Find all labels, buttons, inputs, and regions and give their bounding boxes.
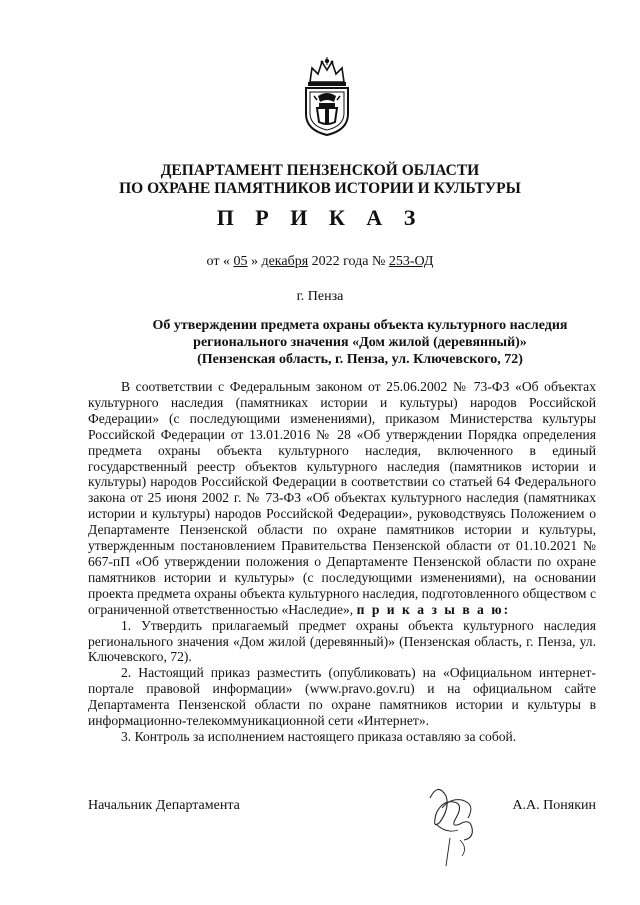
department-name-line2: ПО ОХРАНЕ ПАМЯТНИКОВ ИСТОРИИ И КУЛЬТУРЫ xyxy=(119,180,521,197)
item-2: 2. Настоящий приказ разместить (опубликовать) на «Официальном интернет-портале правовой информации» (www.pravo.gov.ru) и на официальном сайте Департамента Пензенской области по охране памятников истории и культуры в информационно-телекоммуникационной сети «Интернет». xyxy=(88,665,596,729)
document-type-title: П Р И К А З xyxy=(216,205,424,230)
order-year-text: 2022 года № xyxy=(311,254,386,269)
subject-line1: Об утверждении предмета охраны объекта культурного наследия xyxy=(152,318,568,333)
item-1: 1. Утвердить прилагаемый предмет охраны объекта культурного наследия регионального значения «Дом жилой (деревянный)» (Пензенская область, г. Пенза, ул. Ключевского, 72). xyxy=(88,617,596,665)
order-body xyxy=(88,379,596,745)
order-mid: » xyxy=(250,254,258,269)
signatory-position: Начальник Департамента xyxy=(88,798,240,813)
coat-of-arms-icon xyxy=(300,56,354,136)
order-number: 253-ОД xyxy=(388,254,434,269)
subject-line3: (Пензенская область, г. Пенза, ул. Ключевского, 72) xyxy=(197,352,523,367)
preamble-paragraph xyxy=(88,379,596,618)
order-month: декабря xyxy=(261,254,309,269)
item-3: 3. Контроль за исполнением настоящего приказа оставляю за собой. xyxy=(121,728,517,744)
department-name-line1: ДЕПАРТАМЕНТ ПЕНЗЕНСКОЙ ОБЛАСТИ xyxy=(160,162,480,179)
subject-line2: регионального значения «Дом жилой (деревянный)» xyxy=(193,335,527,350)
decree-word: п р и к а з ы в а ю: xyxy=(356,601,511,617)
order-date-number xyxy=(0,254,640,270)
order-from-prefix: от « xyxy=(206,254,230,269)
order-day: 05 xyxy=(233,254,248,269)
preamble-text: В соответствии с Федеральным законом от 25.06.2002 № 73-ФЗ «Об объектах культурного наследия (памятниках истории и культуры) народов Российской Федерации» (с последующими изменениями), приказом Министерства культуры Российской Федерации от 13.01.2016 № 28 «Об утверждении Порядка определения предмета охраны объекта культурного наследия, включенного в единый государственный реестр объектов культурного наследия (памятников истории и культуры) народов Российской Федерации в соответствии со статьей 64 Федерального закона от 25 июня 2002 г. № 73-ФЗ «Об объектах культурного наследия (памятниках истории и культуры) народов Российской Федерации», руководствуясь Положением о Департаменте Пензенской области по охране памятников истории и культуры, утвержденным постановлением Правительства Пензенской области от 01.10.2021 № 667-пП «Об утверждении положения о Департаменте Пензенской области по охране памятников истории и культуры» (с последующими изменениями), на основании проекта предмета охраны объекта культурного наследия, подготовленного обществом с ограниченной ответственностью «Наследие», xyxy=(88,379,596,617)
signatory-name: А.А. Понякин xyxy=(512,798,596,813)
order-subject xyxy=(140,317,580,368)
handwritten-signature xyxy=(420,778,488,868)
order-city: г. Пенза xyxy=(296,289,344,304)
